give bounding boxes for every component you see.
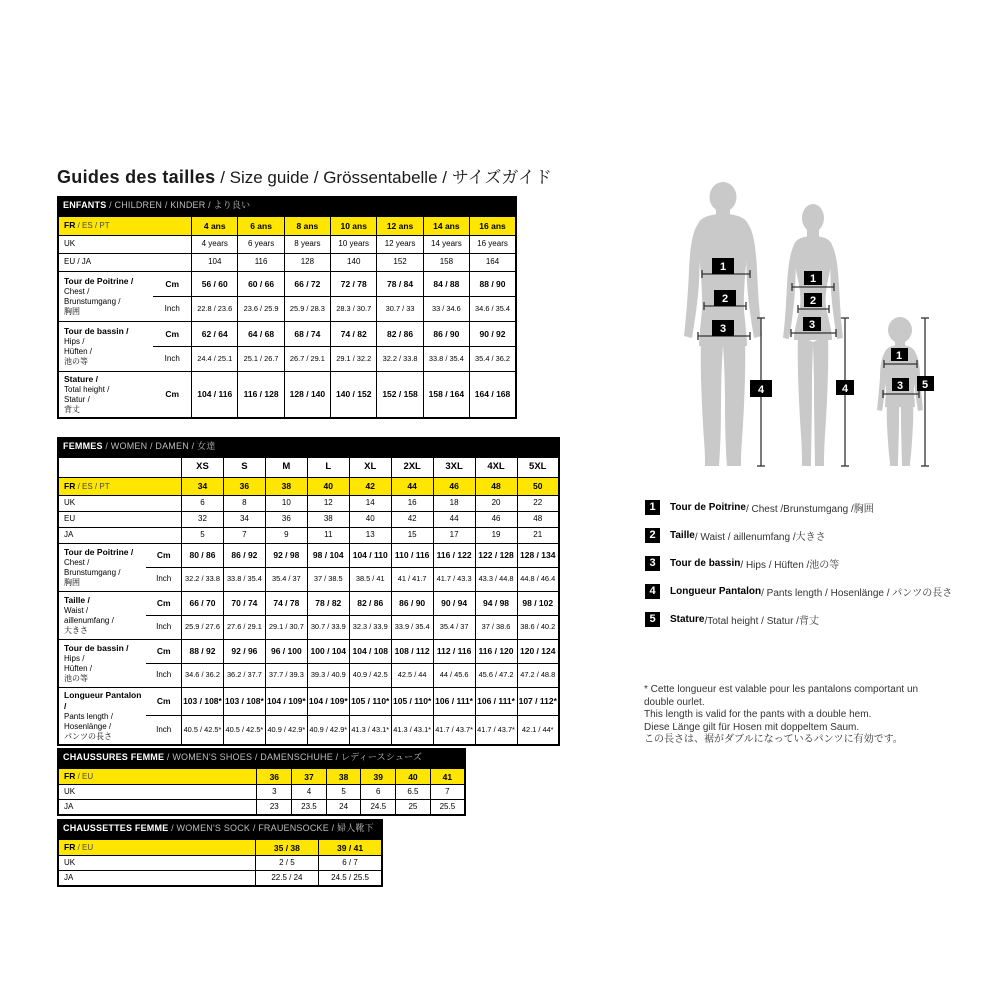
unit-label: Inch (153, 296, 191, 321)
table-cell: 3XL (433, 457, 475, 477)
table-cell: 47.2 / 48.8 (517, 663, 559, 687)
table-cell: 25.1 / 26.7 (238, 346, 284, 371)
table-cell: 128 / 140 (284, 371, 330, 418)
table-cell: 13 (349, 527, 391, 543)
table-cell: 66 / 70 (182, 591, 224, 615)
table-cell: 41.7 / 43.3 (433, 567, 475, 591)
table-cell: 40.9 / 42.9* (307, 716, 349, 745)
unit-label: Cm (153, 321, 191, 346)
enfants-table-grid (57, 215, 517, 419)
table-cell: 10 ans (331, 216, 377, 235)
shoes-table-grid (57, 767, 466, 816)
legend-number-badge: 3 (645, 556, 660, 571)
table-cell: 6 (361, 785, 396, 800)
table-cell: 152 / 158 (377, 371, 423, 418)
unit-label: Cm (146, 687, 181, 716)
row-label: FR / EU (58, 839, 255, 856)
table-cell: 43.3 / 44.8 (475, 567, 517, 591)
table-cell: 30.7 / 33.9 (307, 615, 349, 639)
table-cell: 33.9 / 35.4 (391, 615, 433, 639)
table-cell: M (265, 457, 307, 477)
unit-label: Inch (146, 615, 181, 639)
chest-marker-number: 1 (719, 261, 727, 273)
table-cell: 96 / 100 (265, 639, 307, 663)
table-cell: 104 / 110 (349, 543, 391, 567)
footnote-line: * Cette longueur est valable pour les pantalons comportant un (644, 684, 919, 695)
row-label: UK (58, 235, 192, 253)
table-cell: 92 / 98 (265, 543, 307, 567)
page-title-sub: / Size guide / Grössentabelle / サイズガイド (215, 168, 552, 187)
table-cell: 25 (396, 800, 431, 816)
table-cell: 74 / 82 (331, 321, 377, 346)
table-cell: S (223, 457, 265, 477)
table-cell: 42 (349, 477, 391, 495)
row-label: UK (58, 856, 255, 871)
table-cell: 164 / 168 (470, 371, 516, 418)
woman-silhouette (783, 204, 843, 466)
page-title-main: Guides des tailles (57, 167, 216, 187)
table-cell: 42 (391, 511, 433, 527)
table-cell: 24.5 / 25.5 (319, 871, 382, 887)
legend-label-rest: / Hips / Hüften /池の等 (740, 560, 840, 571)
table-cell: 128 (284, 253, 330, 271)
table-cell: 40 (349, 511, 391, 527)
femmes-table-grid (57, 456, 560, 746)
children-size-table (57, 196, 517, 419)
row-label: Tour de Poitrine / Chest / Brunstumgang / 胸囲 (58, 271, 153, 321)
table-cell: 108 / 112 (391, 639, 433, 663)
legend-label-rest: /Total height / Statur /背丈 (704, 616, 819, 627)
table-cell: 103 / 108* (182, 687, 224, 716)
table-cell: 4 years (192, 235, 238, 253)
legend-label-bold: Taille (670, 530, 695, 541)
table-cell: 14 (349, 495, 391, 511)
table-cell: 50 (517, 477, 559, 495)
table-cell: 16 (391, 495, 433, 511)
legend-number-badge: 1 (645, 500, 660, 515)
table-cell: 24 (326, 800, 361, 816)
table-cell: 36 (257, 768, 292, 785)
legend-label-rest: / Pants length / Hosenlänge / パンツの長さ (761, 588, 953, 599)
legend-item-hips (645, 556, 985, 571)
table-cell: 98 / 102 (517, 591, 559, 615)
table-cell: 42.5 / 44 (391, 663, 433, 687)
table-cell: 24.4 / 25.1 (192, 346, 238, 371)
row-label: UK (58, 785, 257, 800)
footnote-line: Diese Länge gilt für Hosen mit doppeltem Saum. (644, 721, 860, 733)
table-cell: 41 / 41.7 (391, 567, 433, 591)
table-cell: 116 / 128 (238, 371, 284, 418)
row-label: JA (58, 527, 182, 543)
table-cell: 29.1 / 30.7 (265, 615, 307, 639)
table-cell: 12 (307, 495, 349, 511)
legend-item-chest (645, 500, 985, 515)
table-cell: 41 (430, 768, 465, 785)
table-cell: L (307, 457, 349, 477)
table-cell: 72 / 78 (331, 271, 377, 296)
table-cell: 41.7 / 43.7* (433, 716, 475, 745)
table-cell: 64 / 68 (238, 321, 284, 346)
table-cell: 33 / 34.6 (423, 296, 469, 321)
table-cell: 41.7 / 43.7* (475, 716, 517, 745)
table-cell: 41.3 / 43.1* (349, 716, 391, 745)
table-cell: 20 (475, 495, 517, 511)
table-cell: 7 (430, 785, 465, 800)
enfants-table-header: ENFANTS / CHILDREN / KINDER / より良い (57, 196, 517, 215)
row-label: Tour de Poitrine / Chest / Brunstumgang / 胸囲 (58, 543, 146, 591)
waist-marker-number: 2 (721, 293, 729, 305)
table-cell: 21 (517, 527, 559, 543)
hips-marker-number: 3 (808, 319, 816, 331)
table-cell: 88 / 90 (470, 271, 516, 296)
table-cell: 104 / 109* (265, 687, 307, 716)
table-cell: 22.5 / 24 (255, 871, 318, 887)
table-cell: 34 (223, 511, 265, 527)
table-cell: 106 / 111* (475, 687, 517, 716)
table-cell: 48 (517, 511, 559, 527)
table-cell: 8 years (284, 235, 330, 253)
legend-number-badge: 4 (645, 584, 660, 599)
table-cell: 105 / 110* (391, 687, 433, 716)
table-cell: 80 / 86 (182, 543, 224, 567)
unit-label: Inch (153, 346, 191, 371)
table-cell: 40.9 / 42.5 (349, 663, 391, 687)
unit-label: Cm (146, 639, 181, 663)
table-cell: XS (182, 457, 224, 477)
table-cell: XL (349, 457, 391, 477)
row-label: FR / ES / PT (58, 477, 182, 495)
table-cell: 116 (238, 253, 284, 271)
table-cell: 19 (475, 527, 517, 543)
footnote-line: This length is valid for the pants with a double hem. (644, 709, 872, 720)
table-cell: 8 ans (284, 216, 330, 235)
footnote-line: double ourlet. (644, 696, 705, 708)
table-cell: 28.3 / 30.7 (331, 296, 377, 321)
table-cell: 68 / 74 (284, 321, 330, 346)
table-cell: 66 / 72 (284, 271, 330, 296)
footnote (644, 684, 984, 747)
table-cell: 82 / 86 (377, 321, 423, 346)
table-cell: 86 / 90 (391, 591, 433, 615)
table-cell: 32.2 / 33.8 (377, 346, 423, 371)
table-cell: 37 (292, 768, 327, 785)
women-shoes-table (57, 748, 466, 816)
table-cell: 90 / 92 (470, 321, 516, 346)
table-cell: 38.6 / 40.2 (517, 615, 559, 639)
table-cell: 44.8 / 46.4 (517, 567, 559, 591)
table-cell: 164 (470, 253, 516, 271)
table-cell: 32.2 / 33.8 (182, 567, 224, 591)
table-cell: 29.1 / 32.2 (331, 346, 377, 371)
unit-label: Cm (146, 543, 181, 567)
table-cell: 90 / 94 (433, 591, 475, 615)
table-cell: 30.7 / 33 (377, 296, 423, 321)
unit-label: Cm (146, 591, 181, 615)
measurement-legend (645, 500, 985, 640)
women-socks-table (57, 819, 383, 887)
body-measurement-figure (640, 170, 970, 480)
table-cell: 38.5 / 41 (349, 567, 391, 591)
hips-marker-number: 3 (896, 380, 904, 392)
table-cell: 23 (257, 800, 292, 816)
table-cell: 122 / 128 (475, 543, 517, 567)
table-cell: 37 / 38.6 (475, 615, 517, 639)
table-cell: 60 / 66 (238, 271, 284, 296)
page-title (57, 163, 552, 188)
legend-number-badge: 2 (645, 528, 660, 543)
table-cell: 40.5 / 42.5* (223, 716, 265, 745)
table-cell: 44 (433, 511, 475, 527)
legend-label-rest: / Waist / aillenumfang /大きさ (694, 532, 826, 543)
row-label: UK (58, 495, 182, 511)
table-cell: 36.2 / 37.7 (223, 663, 265, 687)
table-cell: 116 / 120 (475, 639, 517, 663)
table-cell: 48 (475, 477, 517, 495)
shoes-table-header: CHAUSSURES FEMME / WOMEN'S SHOES / DAMENSCHUHE / レディースシューズ (57, 748, 466, 767)
table-cell: 104 / 116 (192, 371, 238, 418)
row-label: JA (58, 871, 255, 887)
table-cell: 2 / 5 (255, 856, 318, 871)
table-cell: 56 / 60 (192, 271, 238, 296)
socks-table-grid (57, 838, 383, 887)
table-cell: 33.8 / 35.4 (223, 567, 265, 591)
table-cell: 34.6 / 36.2 (182, 663, 224, 687)
chest-marker-number: 1 (809, 273, 817, 285)
table-cell: 107 / 112* (517, 687, 559, 716)
table-cell: 86 / 92 (223, 543, 265, 567)
table-cell: 62 / 64 (192, 321, 238, 346)
table-cell: 45.6 / 47.2 (475, 663, 517, 687)
table-cell: 140 / 152 (331, 371, 377, 418)
table-cell: 84 / 88 (423, 271, 469, 296)
table-cell: 98 / 104 (307, 543, 349, 567)
table-cell: 46 (475, 511, 517, 527)
table-cell: 35.4 / 37 (433, 615, 475, 639)
table-cell: 12 years (377, 235, 423, 253)
table-cell: 22 (517, 495, 559, 511)
table-cell: 46 (433, 477, 475, 495)
legend-label-rest: / Chest /Brunstumgang /胸囲 (745, 504, 874, 515)
table-cell: 6 years (238, 235, 284, 253)
table-cell: 110 / 116 (391, 543, 433, 567)
unit-label: Cm (153, 371, 191, 418)
table-cell: 23.5 (292, 800, 327, 816)
legend-number-badge: 5 (645, 612, 660, 627)
table-cell: 86 / 90 (423, 321, 469, 346)
table-cell: 6 ans (238, 216, 284, 235)
table-cell: 40.9 / 42.9* (265, 716, 307, 745)
legend-label-bold: Longueur Pantalon (670, 586, 762, 597)
table-cell: 17 (433, 527, 475, 543)
women-size-table (57, 437, 560, 746)
table-cell: 152 (377, 253, 423, 271)
table-cell: 4XL (475, 457, 517, 477)
row-label: Longueur Pantalon / Pants length / Hosenlänge / パンツの長さ (58, 687, 146, 745)
table-cell: 23.6 / 25.9 (238, 296, 284, 321)
table-cell: 104 (192, 253, 238, 271)
pants-length-marker-number: 4 (841, 383, 849, 395)
row-label: FR / ES / PT (58, 216, 192, 235)
table-cell: 12 ans (377, 216, 423, 235)
waist-marker-number: 2 (809, 295, 817, 307)
table-cell: 158 (423, 253, 469, 271)
table-cell: 36 (265, 511, 307, 527)
pants-length-marker-number: 4 (757, 384, 765, 396)
table-cell: 104 / 108 (349, 639, 391, 663)
table-cell: 6 / 7 (319, 856, 382, 871)
unit-label: Inch (146, 716, 181, 745)
legend-item-waist (645, 528, 985, 543)
legend-item-stature (645, 612, 985, 627)
table-cell: 8 (223, 495, 265, 511)
row-label (58, 457, 182, 477)
row-label: JA (58, 800, 257, 816)
table-cell: 35.4 / 36.2 (470, 346, 516, 371)
femmes-table-header: FEMMES / WOMEN / DAMEN / 女達 (57, 437, 560, 456)
row-label: Stature / Total height / Statur / 背丈 (58, 371, 153, 418)
table-cell: 34 (182, 477, 224, 495)
legend-item-pants-length (645, 584, 985, 599)
table-cell: 36 (223, 477, 265, 495)
table-cell: 4 (292, 785, 327, 800)
socks-table-header: CHAUSSETTES FEMME / WOMEN'S SOCK / FRAUENSOCKE / 婦人靴下 (57, 819, 383, 838)
table-cell: 92 / 96 (223, 639, 265, 663)
table-cell: 10 years (331, 235, 377, 253)
row-label: EU (58, 511, 182, 527)
table-cell: 140 (331, 253, 377, 271)
table-cell: 27.6 / 29.1 (223, 615, 265, 639)
table-cell: 116 / 122 (433, 543, 475, 567)
table-cell: 18 (433, 495, 475, 511)
table-cell: 40.5 / 42.5* (182, 716, 224, 745)
footnote-line: この長さは、裾がダブルになっているパンツに有効です。 (644, 734, 903, 745)
table-cell: 128 / 134 (517, 543, 559, 567)
table-cell: 24.5 (361, 800, 396, 816)
row-label: Taille / Waist / aillenumfang / 大きさ (58, 591, 146, 639)
table-cell: 37.7 / 39.3 (265, 663, 307, 687)
table-cell: 41.3 / 43.1* (391, 716, 433, 745)
table-cell: 44 (391, 477, 433, 495)
table-cell: 158 / 164 (423, 371, 469, 418)
table-cell: 32 (182, 511, 224, 527)
table-cell: 104 / 109* (307, 687, 349, 716)
table-cell: 78 / 84 (377, 271, 423, 296)
table-cell: 25.9 / 27.6 (182, 615, 224, 639)
table-cell: 6.5 (396, 785, 431, 800)
hips-marker-number: 3 (719, 323, 727, 335)
table-cell: 14 years (423, 235, 469, 253)
table-cell: 38 (265, 477, 307, 495)
table-cell: 42.1 / 44* (517, 716, 559, 745)
table-cell: 39.3 / 40.9 (307, 663, 349, 687)
table-cell: 40 (307, 477, 349, 495)
legend-label-bold: Stature (670, 614, 705, 625)
table-cell: 25.9 / 28.3 (284, 296, 330, 321)
unit-label: Cm (153, 271, 191, 296)
table-cell: 26.7 / 29.1 (284, 346, 330, 371)
table-cell: 16 ans (470, 216, 516, 235)
table-cell: 5 (182, 527, 224, 543)
table-cell: 37 / 38.5 (307, 567, 349, 591)
legend-label-bold: Tour de bassin (670, 558, 741, 569)
table-cell: 25.5 (430, 800, 465, 816)
stature-marker-number: 5 (921, 379, 929, 391)
table-cell: 32.3 / 33.9 (349, 615, 391, 639)
table-cell: 5XL (517, 457, 559, 477)
row-label: EU / JA (58, 253, 192, 271)
table-cell: 33.8 / 35.4 (423, 346, 469, 371)
unit-label: Inch (146, 567, 181, 591)
row-label: FR / EU (58, 768, 257, 785)
table-cell: 35 / 38 (255, 839, 318, 856)
unit-label: Inch (146, 663, 181, 687)
table-cell: 82 / 86 (349, 591, 391, 615)
table-cell: 39 (361, 768, 396, 785)
table-cell: 35.4 / 37 (265, 567, 307, 591)
legend-label-bold: Tour de Poitrine (670, 502, 746, 513)
table-cell: 44 / 45.6 (433, 663, 475, 687)
table-cell: 16 years (470, 235, 516, 253)
row-label: Tour de bassin / Hips / Hüften / 池の等 (58, 321, 153, 371)
table-cell: 34.6 / 35.4 (470, 296, 516, 321)
table-cell: 38 (326, 768, 361, 785)
chest-marker-number: 1 (895, 350, 903, 362)
row-label: Tour de bassin / Hips / Hüften / 池の等 (58, 639, 146, 687)
table-cell: 5 (326, 785, 361, 800)
table-cell: 105 / 110* (349, 687, 391, 716)
table-cell: 78 / 82 (307, 591, 349, 615)
table-cell: 94 / 98 (475, 591, 517, 615)
table-cell: 4 ans (192, 216, 238, 235)
table-cell: 88 / 92 (182, 639, 224, 663)
table-cell: 40 (396, 768, 431, 785)
table-cell: 6 (182, 495, 224, 511)
table-cell: 3 (257, 785, 292, 800)
table-cell: 39 / 41 (319, 839, 382, 856)
table-cell: 120 / 124 (517, 639, 559, 663)
table-cell: 14 ans (423, 216, 469, 235)
table-cell: 9 (265, 527, 307, 543)
table-cell: 7 (223, 527, 265, 543)
table-cell: 10 (265, 495, 307, 511)
table-cell: 103 / 108* (223, 687, 265, 716)
table-cell: 70 / 74 (223, 591, 265, 615)
table-cell: 106 / 111* (433, 687, 475, 716)
table-cell: 11 (307, 527, 349, 543)
table-cell: 112 / 116 (433, 639, 475, 663)
table-cell: 15 (391, 527, 433, 543)
table-cell: 100 / 104 (307, 639, 349, 663)
table-cell: 2XL (391, 457, 433, 477)
table-cell: 22.8 / 23.6 (192, 296, 238, 321)
table-cell: 74 / 78 (265, 591, 307, 615)
table-cell: 38 (307, 511, 349, 527)
